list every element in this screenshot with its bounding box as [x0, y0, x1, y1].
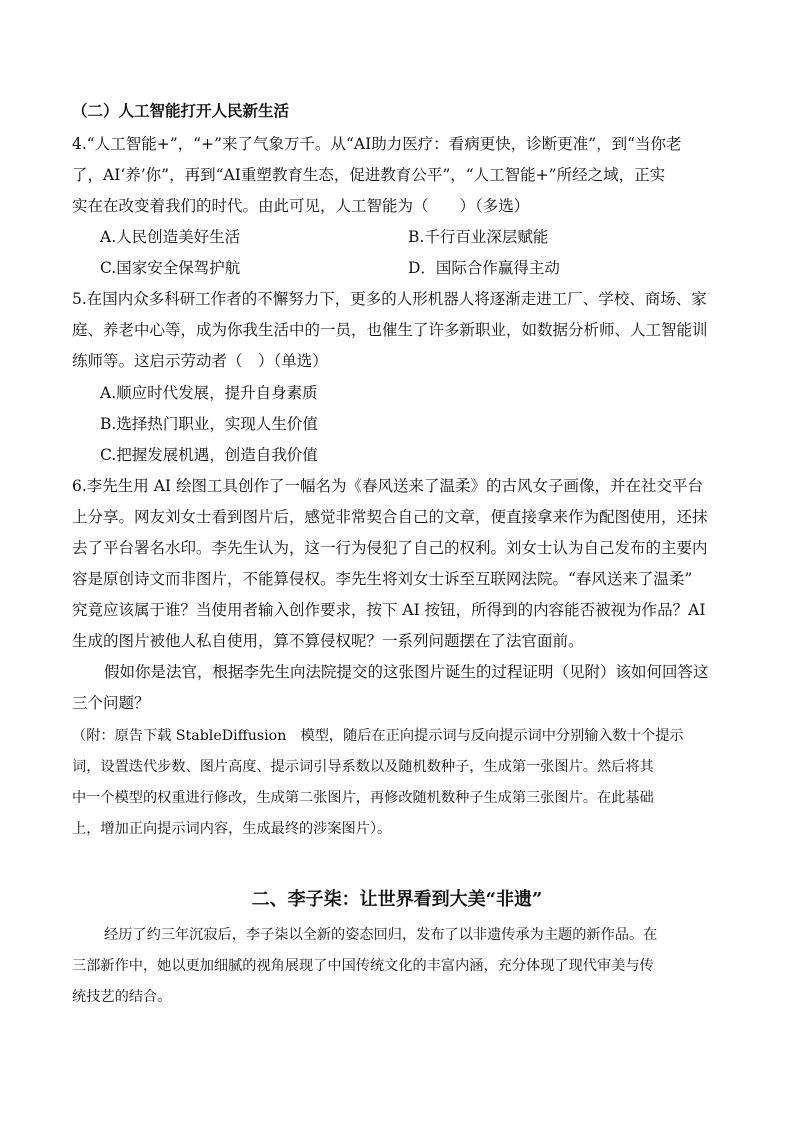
q5-option-c: C.把握发展机遇，创造自我价值	[100, 446, 318, 464]
q4-line-2: 了，AI‘养’你”，再到“AI重塑教育生态，促进教育公平”，“人工智能+”所经之域，正实	[72, 166, 666, 184]
q6-prompt-line-1: 假如你是法官，根据李先生向法院提交的这张图片诞生的过程证明（见附）该如何回答这	[104, 663, 709, 681]
q5-line-1: 5.在国内众多科研工作者的不懈努力下，更多的人形机器人将逐渐走进工厂、学校、商场、家	[72, 290, 707, 308]
q6-prompt-line-2: 三个问题？	[72, 694, 150, 712]
section-heading: （二）人工智能打开人民新生活	[72, 101, 290, 120]
q4-option-c: C.国家安全保驾护航	[100, 259, 241, 277]
q5-line-3: 练师等。这启示劳动者（ ）（单选）	[72, 352, 328, 370]
q6-line-3: 去了平台署名水印。李先生认为，这一行为侵犯了自己的权利。刘女士认为自己发布的主要内	[72, 539, 708, 557]
q5-option-b: B.选择热门职业，实现人生价值	[100, 415, 318, 433]
q4-option-a: A.人民创造美好生活	[100, 228, 241, 246]
q6-appendix-line-1: （附：原告下载 StableDiffusion 模型，随后在正向提示词与反向提示词中分别输入数十个提示	[72, 728, 684, 744]
part2-title: 二、李子柒：让世界看到大美“非遗”	[251, 889, 543, 910]
part2-para-line-3: 统技艺的结合。	[72, 989, 172, 1005]
q4-line-1: 4.“人工智能+”，“+”来了气象万千。从“AI助力医疗：看病更快，诊断更准”，到“当你老	[72, 135, 682, 153]
q6-line-4: 容是原创诗文而非图片，不能算侵权。李先生将刘女士诉至互联网法院。“春风送来了温柔”	[72, 570, 693, 588]
q5-line-2: 庭、养老中心等，成为你我生活中的一员，也催生了许多新职业，如数据分析师、人工智能训	[72, 321, 708, 339]
q6-appendix-line-4: 上，增加正向提示词内容，生成最终的涉案图片）。	[72, 821, 392, 837]
part2-para-line-2: 三部新作中，她以更加细腻的视角展现了中国传统文化的丰富内涵，充分体现了现代审美与传	[72, 958, 654, 974]
q5-option-a: A.顺应时代发展，提升自身素质	[100, 384, 318, 402]
q6-line-1: 6.李先生用 AI 绘图工具创作了一幅名为《春风送来了温柔》的古风女子画像，并在社交平台	[72, 477, 703, 495]
q6-line-5: 究竟应该属于谁？当使用者输入创作要求，按下 AI 按钮，所得到的内容能否被视为作品？AI	[72, 601, 706, 619]
part2-para-line-1: 经历了约三年沉寂后，李子柒以全新的姿态回归，发布了以非遗传承为主题的新作品。在	[104, 927, 658, 943]
q6-appendix-line-3: 中一个模型的权重进行修改，生成第二张图片，再修改随机数种子生成第三张图片。在此基础	[72, 790, 654, 806]
q4-option-b: B.千行百业深层赋能	[408, 228, 549, 246]
q6-line-6: 生成的图片被他人私自使用，算不算侵权呢？一系列问题摆在了法官面前。	[72, 632, 584, 650]
q4-option-d: D．国际合作赢得主动	[408, 259, 560, 277]
q6-appendix-line-2: 词，设置迭代步数、图片高度、提示词引导系数以及随机数种子，生成第一张图片。然后将其	[72, 759, 654, 775]
q6-line-2: 上分享。网友刘女士看到图片后，感觉非常契合自己的文章，便直接拿来作为配图使用，还抹	[72, 508, 708, 526]
q4-line-3: 实在在改变着我们的时代。由此可见，人工智能为（ ）（多选）	[72, 197, 530, 215]
